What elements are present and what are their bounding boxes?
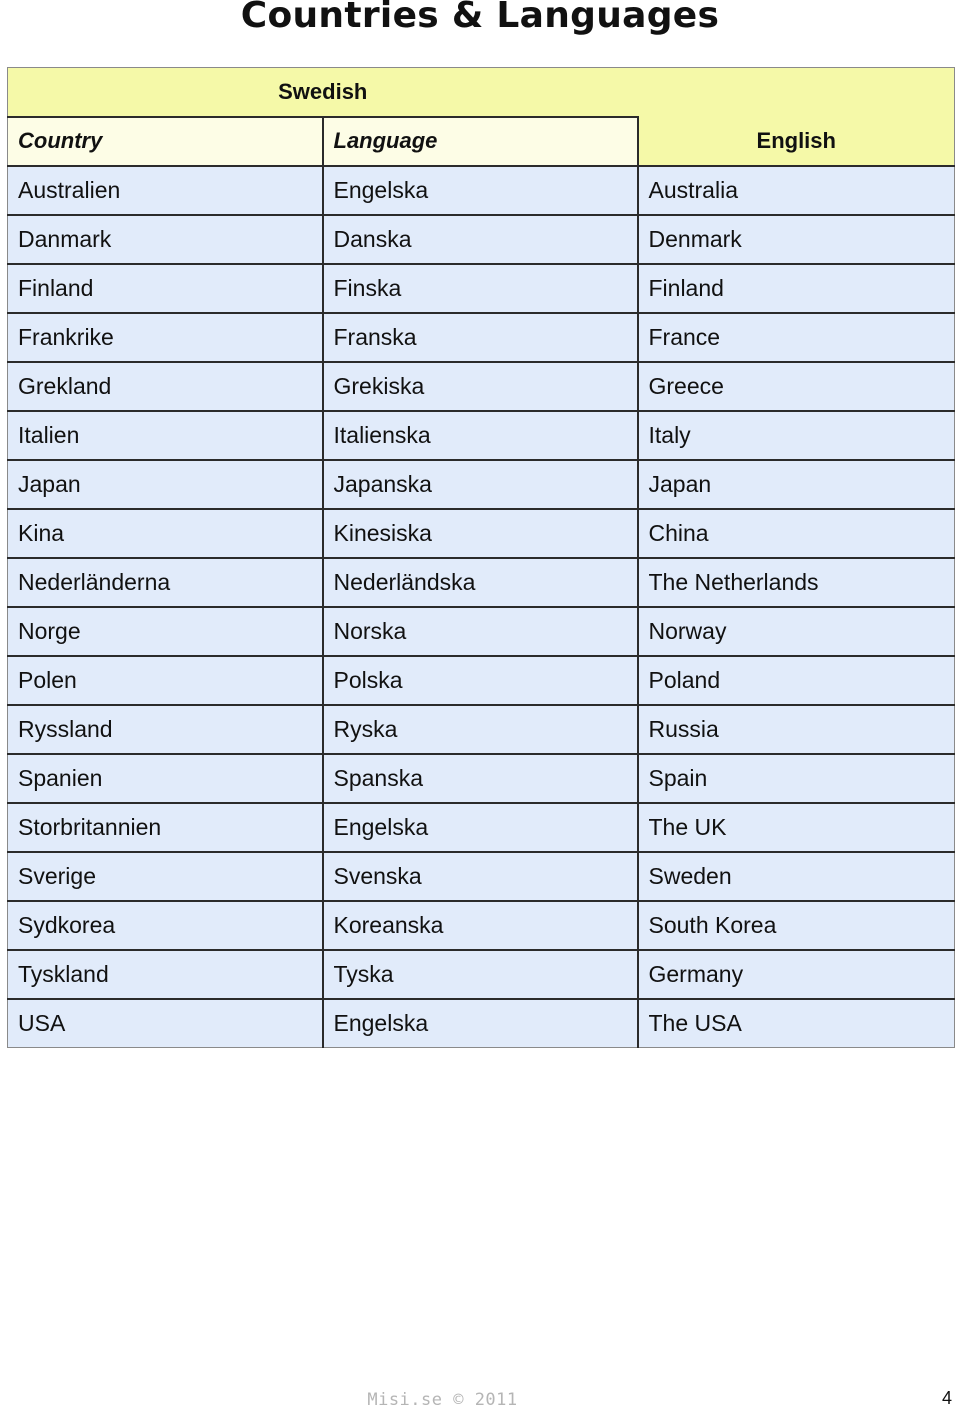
country-column-header: Country [8, 117, 323, 166]
language-cell: Kinesiska [323, 509, 638, 558]
table-row [8, 950, 955, 999]
group-header-row [8, 68, 955, 117]
table-row [8, 264, 955, 313]
english-cell: The UK [638, 803, 955, 852]
table-row [8, 803, 955, 852]
english-cell: The USA [638, 999, 955, 1048]
english-cell: Russia [638, 705, 955, 754]
country-cell: Japan [8, 460, 323, 509]
language-cell: Franska [323, 313, 638, 362]
english-cell: Spain [638, 754, 955, 803]
language-cell: Finska [323, 264, 638, 313]
country-cell: Frankrike [8, 313, 323, 362]
country-cell: Storbritannien [8, 803, 323, 852]
country-cell: Ryssland [8, 705, 323, 754]
english-cell: The Netherlands [638, 558, 955, 607]
language-cell: Tyska [323, 950, 638, 999]
country-cell: USA [8, 999, 323, 1048]
english-cell: Greece [638, 362, 955, 411]
page-title: Countries & Languages [240, 0, 720, 36]
page-number: 4 [941, 1388, 952, 1408]
table-row [8, 705, 955, 754]
country-cell: Australien [8, 166, 323, 215]
table-row [8, 362, 955, 411]
table-row [8, 999, 955, 1048]
english-cell: Australia [638, 166, 955, 215]
country-cell: Danmark [8, 215, 323, 264]
language-cell: Polska [323, 656, 638, 705]
english-cell: Germany [638, 950, 955, 999]
country-cell: Spanien [8, 754, 323, 803]
language-cell: Koreanska [323, 901, 638, 950]
table-row [8, 754, 955, 803]
column-header-row [8, 117, 955, 166]
english-group-spacer [638, 68, 955, 117]
country-cell: Italien [8, 411, 323, 460]
country-cell: Polen [8, 656, 323, 705]
table-row [8, 656, 955, 705]
table-row [8, 215, 955, 264]
table-row [8, 166, 955, 215]
english-column-header: English [638, 117, 955, 166]
language-cell: Ryska [323, 705, 638, 754]
english-cell: Japan [638, 460, 955, 509]
table-row [8, 558, 955, 607]
country-cell: Nederländerna [8, 558, 323, 607]
table-row [8, 852, 955, 901]
language-cell: Engelska [323, 999, 638, 1048]
footer-copyright: Misi.se © 2011 [367, 1390, 518, 1410]
language-cell: Svenska [323, 852, 638, 901]
country-cell: Kina [8, 509, 323, 558]
english-cell: China [638, 509, 955, 558]
table-body [8, 166, 955, 1048]
language-cell: Norska [323, 607, 638, 656]
countries-table [7, 67, 955, 1048]
country-cell: Norge [8, 607, 323, 656]
language-cell: Engelska [323, 803, 638, 852]
language-cell: Engelska [323, 166, 638, 215]
swedish-group-header: Swedish [8, 68, 638, 117]
english-cell: South Korea [638, 901, 955, 950]
country-cell: Tyskland [8, 950, 323, 999]
language-column-header: Language [323, 117, 638, 166]
english-cell: France [638, 313, 955, 362]
english-cell: Norway [638, 607, 955, 656]
country-cell: Sverige [8, 852, 323, 901]
english-cell: Poland [638, 656, 955, 705]
country-cell: Finland [8, 264, 323, 313]
english-cell: Italy [638, 411, 955, 460]
table-row [8, 411, 955, 460]
table-row [8, 901, 955, 950]
english-cell: Sweden [638, 852, 955, 901]
language-cell: Grekiska [323, 362, 638, 411]
language-cell: Italienska [323, 411, 638, 460]
country-cell: Grekland [8, 362, 323, 411]
table-row [8, 509, 955, 558]
table-row [8, 607, 955, 656]
english-cell: Denmark [638, 215, 955, 264]
language-cell: Japanska [323, 460, 638, 509]
english-cell: Finland [638, 264, 955, 313]
countries-table-container [7, 67, 954, 1048]
language-cell: Danska [323, 215, 638, 264]
table-row [8, 460, 955, 509]
language-cell: Nederländska [323, 558, 638, 607]
language-cell: Spanska [323, 754, 638, 803]
table-row [8, 313, 955, 362]
country-cell: Sydkorea [8, 901, 323, 950]
